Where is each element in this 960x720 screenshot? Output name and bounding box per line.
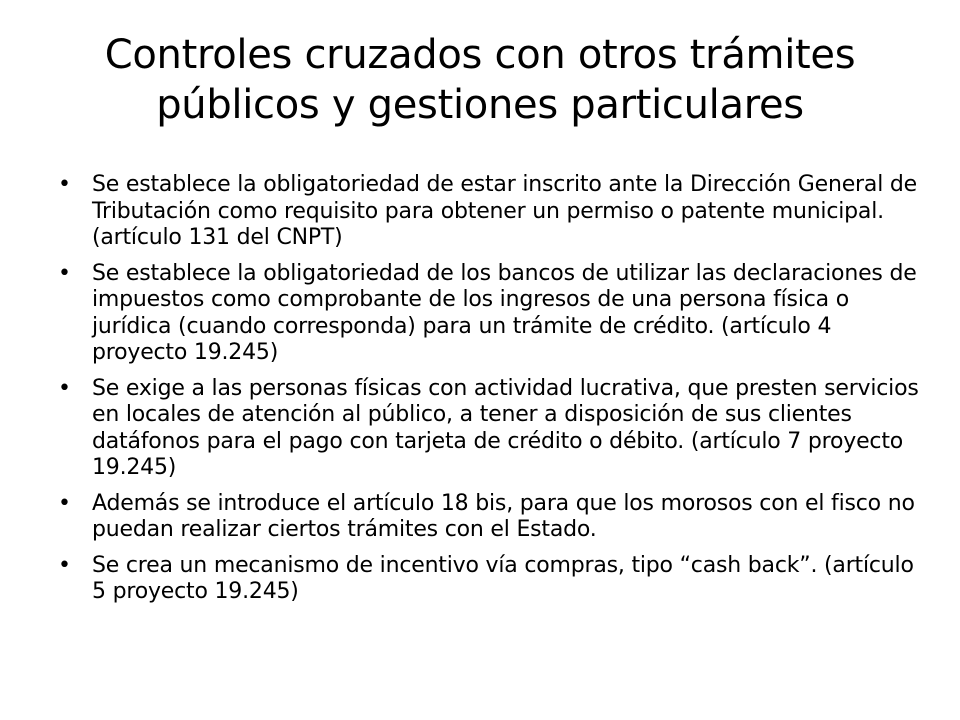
bullet-item <box>58 375 926 482</box>
bullet-dot-icon: • <box>58 490 71 516</box>
bullet-item <box>58 552 926 606</box>
bullet-text: Se crea un mecanismo de incentivo vía compras, tipo “cash back”. (artículo 5 proyecto 19.245) <box>92 552 914 604</box>
bullet-item <box>58 490 926 544</box>
bullet-dot-icon: • <box>58 172 71 197</box>
bullet-text: Además se introduce el artículo 18 bis, para que los morosos con el fisco no puedan realizar ciertos trámites con el Estado. <box>92 490 915 542</box>
bullet-text: Se establece la obligatoriedad de los bancos de utilizar las declaraciones de impuestos como comprobante de los ingresos de una persona física o jurídica (cuando corresponda) para un trámite de crédito. (artículo 4 proyecto 19.245) <box>92 260 917 365</box>
bullet-text: Se establece la obligatoriedad de estar inscrito ante la Dirección General de Tributación como requisito para obtener un permiso o patente municipal. (artículo 131 del CNPT) <box>92 172 917 250</box>
bullet-item <box>58 260 926 367</box>
bullet-text: Se exige a las personas físicas con actividad lucrativa, que presten servicios en locales de atención al público, a tener a disposición de sus clientes datáfonos para el pago con tarjeta de crédito o débito. (artículo 7 proyecto 19.245) <box>92 375 919 480</box>
slide-title: Controles cruzados con otros trámites públicos y gestiones particulares <box>104 32 856 128</box>
bullet-dot-icon: • <box>58 552 71 578</box>
bullet-dot-icon: • <box>58 260 71 286</box>
bullet-item <box>58 172 926 252</box>
bullet-dot-icon: • <box>58 375 71 401</box>
bullet-list <box>58 172 926 615</box>
